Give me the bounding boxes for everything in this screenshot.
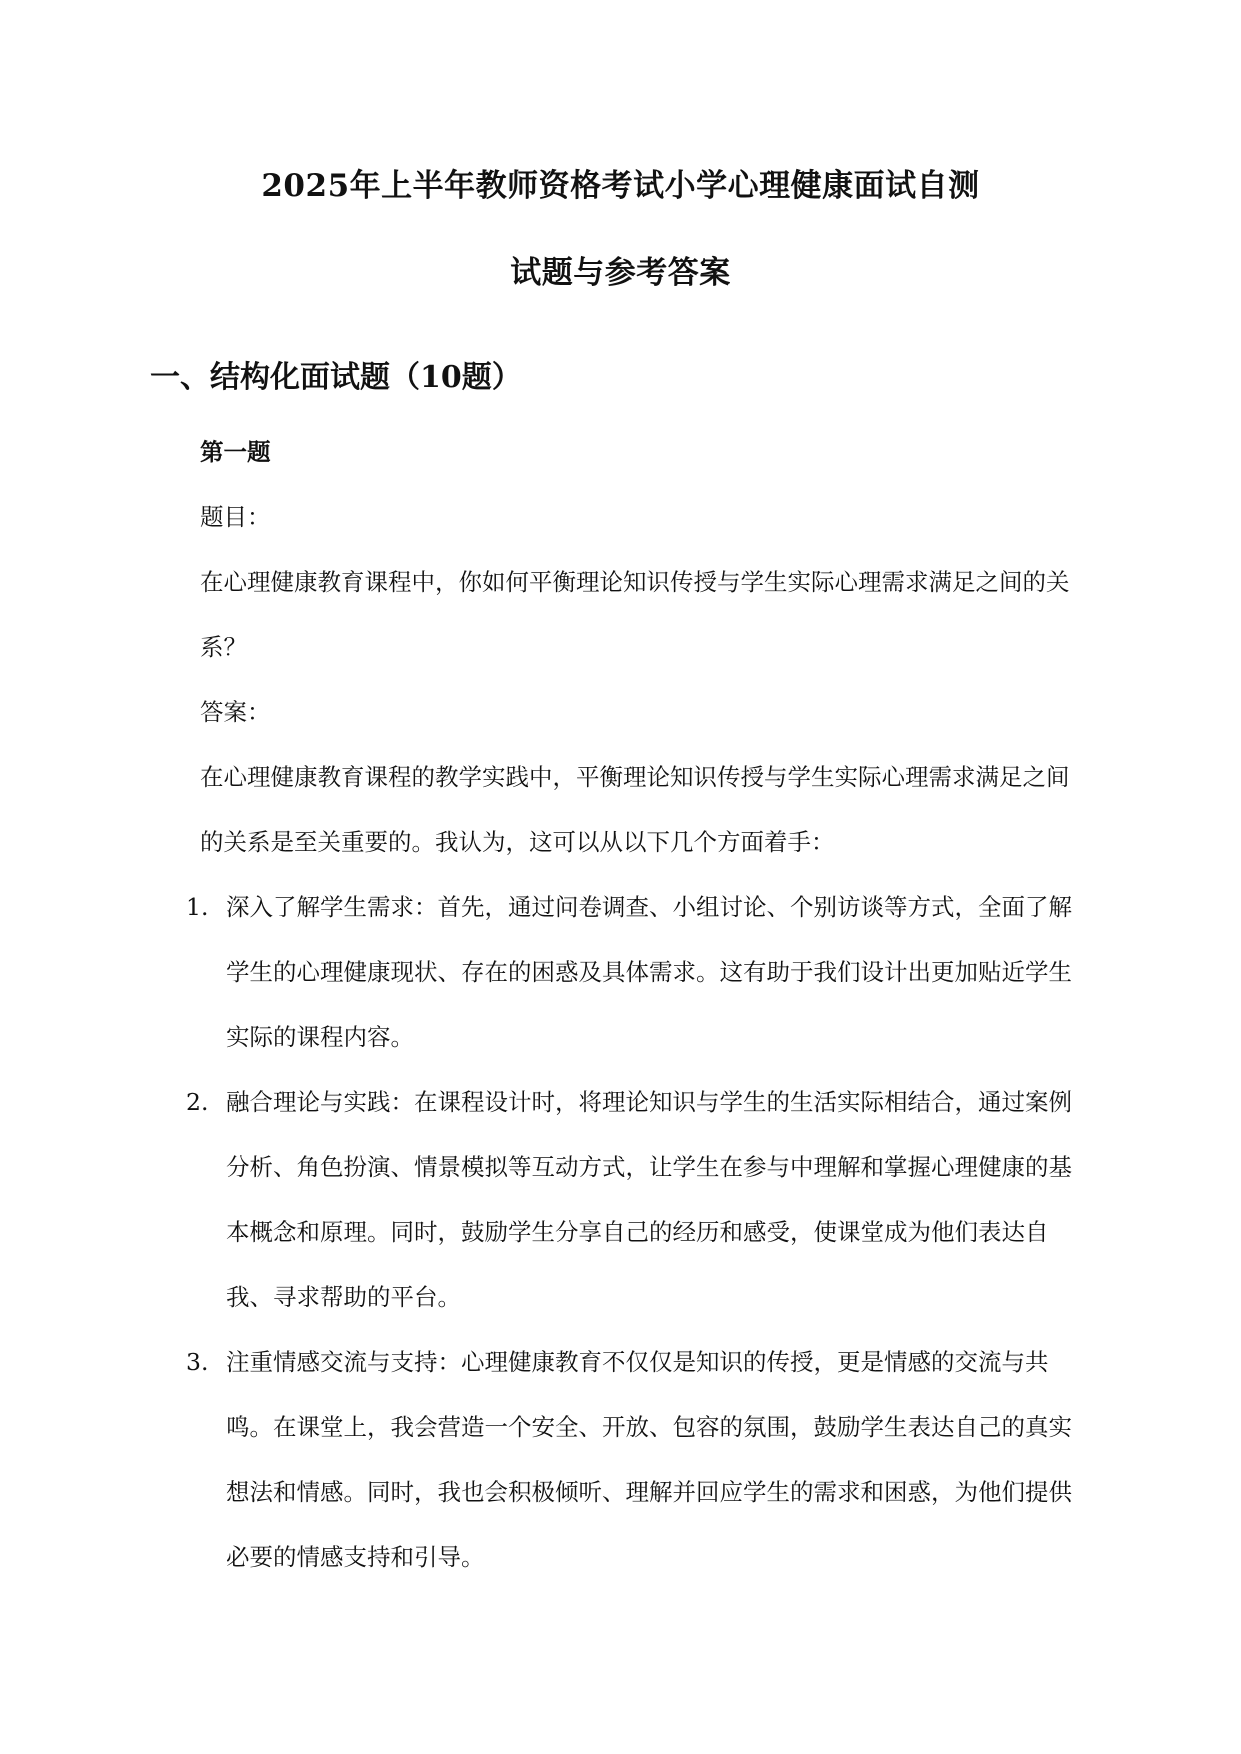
answer-point-number: 2. [186, 1088, 209, 1116]
answer-intro: 在心理健康教育课程的教学实践中，平衡理论知识传授与学生实际心理需求满足之间的关系是至关重要的。我认为，这可以从以下几个方面着手： [200, 763, 1070, 856]
section-heading: 一、结构化面试题（10题） [150, 360, 522, 395]
answer-point-text: 深入了解学生需求：首先，通过问卷调查、小组讨论、个别访谈等方式，全面了解学生的心理健康现状、存在的困惑及具体需求。这有助于我们设计出更加贴近学生实际的课程内容。 [226, 893, 1072, 1051]
document-title-line-1: 2025年上半年教师资格考试小学心理健康面试自测 [261, 168, 980, 204]
answer-point [186, 1070, 1090, 1330]
question-number-label: 第一题 [200, 438, 271, 466]
topic-label: 题目： [200, 503, 271, 531]
answer-label: 答案： [200, 698, 271, 726]
document-title-line-2: 试题与参考答案 [510, 255, 731, 291]
answer-point [186, 1330, 1090, 1590]
answer-points-list [186, 875, 1090, 1590]
answer-point-number: 1. [186, 893, 209, 921]
answer-point-text: 融合理论与实践：在课程设计时，将理论知识与学生的生活实际相结合，通过案例分析、角色扮演、情景模拟等互动方式，让学生在参与中理解和掌握心理健康的基本概念和原理。同时，鼓励学生分享自己的经历和感受，使课堂成为他们表达自我、寻求帮助的平台。 [226, 1088, 1072, 1311]
answer-point [186, 875, 1090, 1070]
answer-point-number: 3. [186, 1348, 209, 1376]
question-text: 在心理健康教育课程中，你如何平衡理论知识传授与学生实际心理需求满足之间的关系？ [200, 568, 1070, 661]
answer-point-text: 注重情感交流与支持：心理健康教育不仅仅是知识的传授，更是情感的交流与共鸣。在课堂上，我会营造一个安全、开放、包容的氛围，鼓励学生表达自己的真实想法和情感。同时，我也会积极倾听、理解并回应学生的需求和困惑，为他们提供必要的情感支持和引导。 [226, 1348, 1072, 1571]
